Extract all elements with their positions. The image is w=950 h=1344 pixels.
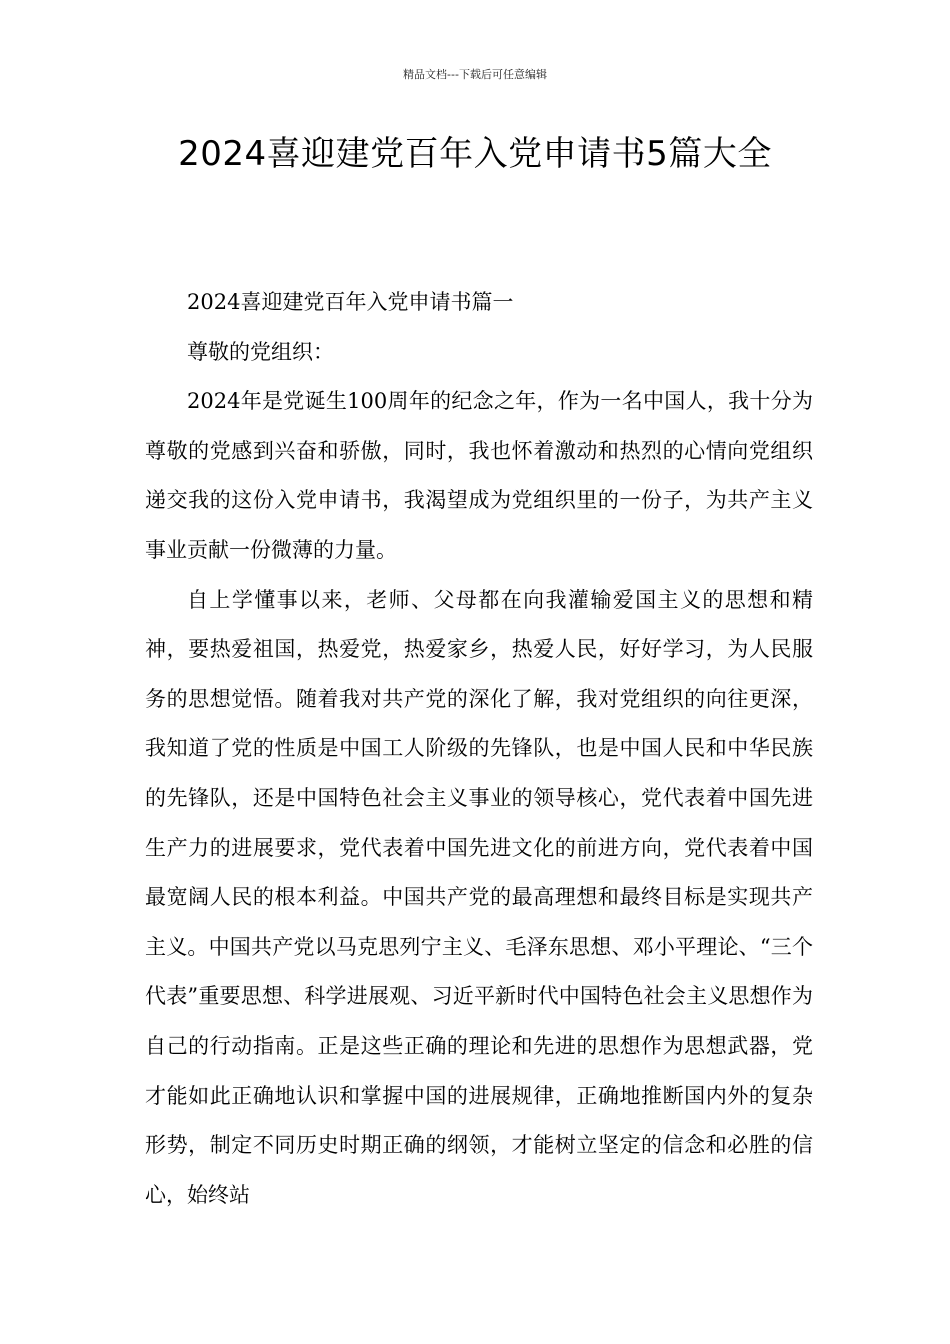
document-body — [145, 278, 813, 1220]
header-note: 精品文档---下载后可任意编辑 — [403, 68, 547, 81]
body-paragraph-1: 2024年是党诞生100周年的纪念之年，作为一名中国人，我十分为尊敬的党感到兴奋和骄傲，同时，我也怀着激动和热烈的心情向党组织递交我的这份入党申请书，我渴望成为党组织里的一份子，为共产主义事业贡献一份微薄的力量。 — [145, 389, 813, 562]
salutation: 尊敬的党组织： — [187, 339, 334, 364]
body-paragraph-2: 自上学懂事以来，老师、父母都在向我灌输爱国主义的思想和精神，要热爱祖国，热爱党，热爱家乡，热爱人民，好好学习，为人民服务的思想觉悟。随着我对共产党的深化了解，我对党组织的向往更深，我知道了党的性质是中国工人阶级的先锋队，也是中国人民和中华民族的先锋队，还是中国特色社会主义事业的领导核心，党代表着中国先进生产力的进展要求，党代表着中国先进文化的前进方向，党代表着中国最宽阔人民的根本利益。中国共产党的最高理想和最终目标是实现共产主义。中国共产党以马克思列宁主义、毛泽东思想、邓小平理论、“三个代表”重要思想、科学进展观、习近平新时代中国特色社会主义思想作为自己的行动指南。正是这些正确的理论和先进的思想作为思想武器，党才能如此正确地认识和掌握中国的进展规律，正确地推断国内外的复杂形势，制定不同历史时期正确的纲领，才能树立坚定的信念和必胜的信心，始终站 — [145, 587, 813, 1207]
document-title: 2024喜迎建党百年入党申请书5篇大全 — [178, 134, 772, 174]
section-heading: 2024喜迎建党百年入党申请书篇一 — [187, 290, 514, 314]
